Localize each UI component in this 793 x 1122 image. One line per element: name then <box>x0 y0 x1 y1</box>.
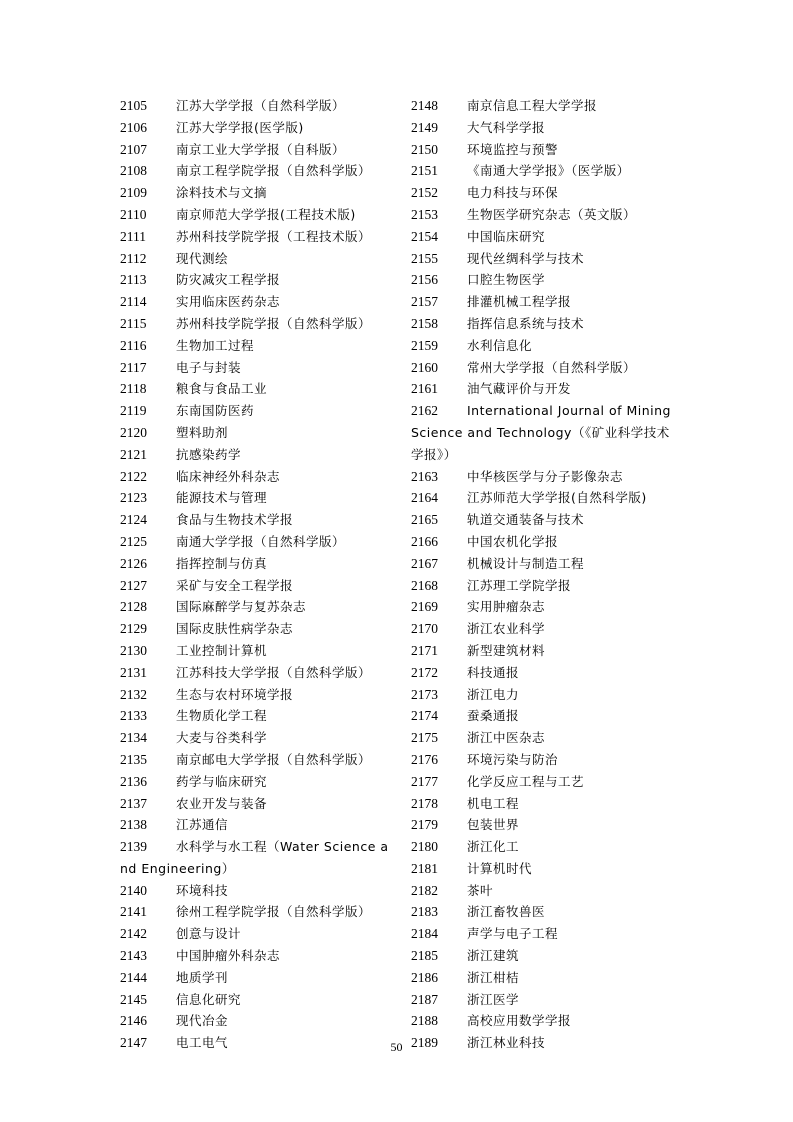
entry-number: 2148 <box>411 98 438 113</box>
journal-title: 徐州工程学院学报（自然科学版） <box>176 904 372 920</box>
journal-entry <box>411 968 681 990</box>
journal-entry <box>411 641 681 663</box>
journal-title: 实用临床医药杂志 <box>176 294 281 310</box>
journal-title: 国际麻醉学与复苏杂志 <box>176 599 307 615</box>
journal-title: 苏州科技学院学报（自然科学版） <box>176 315 372 331</box>
journal-title: 江苏通信 <box>176 817 229 833</box>
journal-title: 创意与设计 <box>176 926 242 942</box>
journal-title: 地质学刊 <box>176 969 229 985</box>
entry-number: 2146 <box>120 1013 147 1029</box>
entry-number: 2176 <box>411 751 438 767</box>
entry-number: 2180 <box>411 839 438 855</box>
journal-title: 生态与农村环境学报 <box>176 686 294 702</box>
entry-number: 2182 <box>411 882 438 898</box>
journal-entry <box>120 314 390 336</box>
journal-title: 药学与临床研究 <box>176 773 268 789</box>
journal-title: 浙江电力 <box>467 686 520 702</box>
entry-number: 2172 <box>411 664 438 680</box>
journal-title: 中国肿瘤外科杂志 <box>176 948 281 964</box>
entry-number: 2125 <box>120 533 147 549</box>
journal-entry <box>120 728 390 750</box>
journal-entry <box>411 685 681 707</box>
entry-number: 2118 <box>120 381 147 397</box>
entry-number: 2123 <box>120 490 147 506</box>
entry-number: 2128 <box>120 599 147 615</box>
journal-entry <box>411 859 681 881</box>
journal-entry <box>411 488 681 510</box>
journal-title: 食品与生物技术学报 <box>176 512 294 528</box>
entry-number: 2142 <box>120 926 147 942</box>
journal-entry <box>411 837 681 859</box>
entry-number: 2131 <box>120 664 147 680</box>
journal-title: 机电工程 <box>467 795 520 811</box>
journal-entry <box>411 881 681 903</box>
journal-title: 中华核医学与分子影像杂志 <box>467 468 624 484</box>
entry-number: 2135 <box>120 751 147 767</box>
journal-title: 农业开发与装备 <box>176 795 268 811</box>
journal-title: 东南国防医药 <box>176 403 255 419</box>
journal-entry <box>411 96 681 118</box>
journal-title: 工业控制计算机 <box>176 642 268 658</box>
entry-number: 2150 <box>411 141 438 157</box>
journal-entry <box>411 706 681 728</box>
journal-entry <box>120 379 390 401</box>
entry-number: 2111 <box>120 228 146 244</box>
journal-entry <box>120 685 390 707</box>
journal-title: 江苏大学学报(医学版) <box>176 119 304 135</box>
entry-number: 2119 <box>120 403 147 419</box>
entry-number: 2181 <box>411 860 438 876</box>
entry-number: 2141 <box>120 904 147 920</box>
journal-title: 中国临床研究 <box>467 228 546 244</box>
journal-entry <box>411 1011 681 1033</box>
journal-entry <box>411 467 681 489</box>
journal-entry <box>411 794 681 816</box>
entry-number: 2108 <box>120 163 147 179</box>
entry-number: 2168 <box>411 577 438 593</box>
journal-title: 新型建筑材料 <box>467 642 546 658</box>
journal-entry <box>411 140 681 162</box>
entry-number: 2169 <box>411 599 438 615</box>
entry-number: 2126 <box>120 555 147 571</box>
entry-number: 2105 <box>120 98 147 113</box>
entry-number: 2139 <box>120 839 147 855</box>
entry-number: 2174 <box>411 708 438 724</box>
journal-title: 实用肿瘤杂志 <box>467 599 546 615</box>
journal-title: 浙江化工 <box>467 839 520 855</box>
journal-entry <box>411 772 681 794</box>
journal-entry <box>411 358 681 380</box>
journal-entry <box>411 532 681 554</box>
entry-number: 2122 <box>120 468 147 484</box>
journal-entry <box>120 227 390 249</box>
entry-number: 2185 <box>411 948 438 964</box>
journal-title: 常州大学学报（自然科学版） <box>467 359 637 375</box>
entry-number: 2179 <box>411 817 438 833</box>
right-column <box>411 96 681 1055</box>
entry-number: 2187 <box>411 991 438 1007</box>
journal-title: 防灾减灾工程学报 <box>176 272 281 288</box>
journal-title: 浙江农业科学 <box>467 621 546 637</box>
journal-title: 临床神经外科杂志 <box>176 468 281 484</box>
entry-number: 2171 <box>411 642 438 658</box>
journal-title: 抗感染药学 <box>176 446 242 462</box>
journal-title: 江苏师范大学学报(自然科学版) <box>467 490 647 506</box>
journal-entry <box>120 532 390 554</box>
journal-entry <box>120 183 390 205</box>
journal-title: 口腔生物医学 <box>467 272 546 288</box>
entry-number: 2164 <box>411 490 438 506</box>
entry-number: 2127 <box>120 577 147 593</box>
journal-entry <box>120 96 390 118</box>
journal-entry <box>411 815 681 837</box>
journal-title: 生物质化学工程 <box>176 708 268 724</box>
entry-number: 2152 <box>411 185 438 201</box>
journal-title: 国际皮肤性病学杂志 <box>176 621 294 637</box>
entry-number: 2144 <box>120 969 147 985</box>
journal-entry <box>411 118 681 140</box>
entry-number: 2124 <box>120 512 147 528</box>
journal-title: 科技通报 <box>467 664 520 680</box>
journal-title: 大麦与谷类科学 <box>176 730 268 746</box>
journal-entry <box>120 968 390 990</box>
journal-entry <box>120 423 390 445</box>
journal-title: 指挥信息系统与技术 <box>467 315 585 331</box>
journal-title: 涂料技术与文摘 <box>176 185 268 201</box>
entry-number: 2161 <box>411 381 438 397</box>
journal-title: 浙江林业科技 <box>467 1035 546 1051</box>
journal-title: 计算机时代 <box>467 860 533 876</box>
entry-number: 2114 <box>120 294 147 310</box>
journal-entry <box>120 641 390 663</box>
journal-entry <box>120 118 390 140</box>
journal-title: 塑料助剂 <box>176 424 229 440</box>
entry-number: 2178 <box>411 795 438 811</box>
journal-entry <box>411 379 681 401</box>
entry-number: 2147 <box>120 1035 147 1051</box>
entry-number: 2149 <box>411 119 438 135</box>
entry-number: 2145 <box>120 991 147 1007</box>
journal-entry <box>411 401 681 466</box>
journal-entry <box>120 401 390 423</box>
journal-title: 水科学与水工程（Water Science and Engineering） <box>120 839 389 876</box>
journal-entry <box>120 706 390 728</box>
entry-number: 2143 <box>120 948 147 964</box>
journal-title: 现代丝绸科学与技术 <box>467 250 585 266</box>
journal-title: 环境科技 <box>176 882 229 898</box>
entry-number: 2129 <box>120 621 147 637</box>
journal-title: 包装世界 <box>467 817 520 833</box>
journal-entry <box>411 902 681 924</box>
journal-entry <box>411 597 681 619</box>
journal-entry <box>120 336 390 358</box>
entry-number: 2154 <box>411 228 438 244</box>
journal-title: 环境监控与预警 <box>467 141 559 157</box>
journal-entry <box>411 205 681 227</box>
journal-title: 浙江中医杂志 <box>467 730 546 746</box>
journal-entry <box>411 249 681 271</box>
entry-number: 2115 <box>120 315 147 331</box>
journal-entry <box>120 619 390 641</box>
entry-number: 2188 <box>411 1013 438 1029</box>
journal-title: 南通大学学报（自然科学版） <box>176 533 346 549</box>
entry-number: 2170 <box>411 621 438 637</box>
journal-entry <box>411 990 681 1012</box>
journal-title: 生物医学研究杂志（英文版） <box>467 206 637 222</box>
entry-number: 2110 <box>120 206 147 222</box>
journal-title: 水利信息化 <box>467 337 533 353</box>
entry-number: 2112 <box>120 250 147 266</box>
entry-number: 2155 <box>411 250 438 266</box>
entry-number: 2159 <box>411 337 438 353</box>
journal-title: 化学反应工程与工艺 <box>467 773 585 789</box>
journal-entry <box>120 750 390 772</box>
entry-number: 2173 <box>411 686 438 702</box>
journal-entry <box>120 924 390 946</box>
entry-number: 2130 <box>120 642 147 658</box>
entry-number: 2140 <box>120 882 147 898</box>
journal-entry <box>411 750 681 772</box>
journal-title: 电子与封装 <box>176 359 242 375</box>
journal-entry <box>120 881 390 903</box>
journal-entry <box>120 902 390 924</box>
journal-entry <box>411 292 681 314</box>
journal-title: 苏州科技学院学报（工程技术版） <box>176 228 372 244</box>
entry-number: 2163 <box>411 468 438 484</box>
journal-title: 江苏大学学报（自然科学版） <box>176 98 346 113</box>
journal-entry <box>120 946 390 968</box>
journal-title: 南京邮电大学学报（自然科学版） <box>176 751 372 767</box>
journal-entry <box>120 292 390 314</box>
entry-number: 2162 <box>411 403 438 419</box>
journal-entry <box>120 270 390 292</box>
entry-number: 2160 <box>411 359 438 375</box>
journal-title: 轨道交通装备与技术 <box>467 512 585 528</box>
journal-entry <box>120 990 390 1012</box>
journal-title: 南京师范大学学报(工程技术版) <box>176 206 356 222</box>
journal-entry <box>120 467 390 489</box>
entry-number: 2175 <box>411 730 438 746</box>
journal-entry <box>120 161 390 183</box>
journal-entry <box>120 140 390 162</box>
journal-entry <box>120 249 390 271</box>
journal-entry <box>120 554 390 576</box>
entry-number: 2106 <box>120 119 147 135</box>
entry-number: 2158 <box>411 315 438 331</box>
journal-entry <box>411 946 681 968</box>
journal-entry <box>411 728 681 750</box>
entry-number: 2107 <box>120 141 147 157</box>
entry-number: 2113 <box>120 272 147 288</box>
journal-entry <box>120 794 390 816</box>
entry-number: 2157 <box>411 294 438 310</box>
journal-title: 浙江医学 <box>467 991 520 1007</box>
journal-entry <box>120 663 390 685</box>
entry-number: 2184 <box>411 926 438 942</box>
journal-title: 采矿与安全工程学报 <box>176 577 294 593</box>
journal-title: 排灌机械工程学报 <box>467 294 572 310</box>
journal-title: 电力科技与环保 <box>467 185 559 201</box>
entry-number: 2183 <box>411 904 438 920</box>
entry-number: 2186 <box>411 969 438 985</box>
journal-title: 粮食与食品工业 <box>176 381 268 397</box>
entry-number: 2109 <box>120 185 147 201</box>
entry-number: 2165 <box>411 512 438 528</box>
page-number: 50 <box>390 1040 403 1054</box>
journal-title: 声学与电子工程 <box>467 926 559 942</box>
journal-entry <box>411 336 681 358</box>
journal-title: 大气科学学报 <box>467 119 546 135</box>
journal-title: International Journal of Mining Science and Technology（《矿业科学技术学报》） <box>411 403 671 462</box>
journal-title: 能源技术与管理 <box>176 490 268 506</box>
journal-entry <box>411 924 681 946</box>
journal-entry <box>411 619 681 641</box>
journal-title: 油气藏评价与开发 <box>467 381 572 397</box>
journal-entry <box>120 597 390 619</box>
journal-title: 南京工业大学学报（自科版） <box>176 141 346 157</box>
journal-entry <box>411 314 681 336</box>
journal-title: 南京工程学院学报（自然科学版） <box>176 163 372 179</box>
journal-title: 生物加工过程 <box>176 337 255 353</box>
journal-entry <box>411 183 681 205</box>
journal-entry <box>120 510 390 532</box>
journal-title: 茶叶 <box>467 882 494 898</box>
journal-title: 中国农机化学报 <box>467 533 559 549</box>
entry-number: 2134 <box>120 730 147 746</box>
journal-entry <box>120 445 390 467</box>
journal-entry <box>120 358 390 380</box>
journal-entry <box>411 270 681 292</box>
journal-entry <box>120 837 390 881</box>
journal-title: 《南通大学学报》（医学版） <box>467 163 630 179</box>
entry-number: 2132 <box>120 686 147 702</box>
journal-title: 现代冶金 <box>176 1013 229 1029</box>
journal-title: 江苏科技大学学报（自然科学版） <box>176 664 372 680</box>
journal-entry <box>120 1011 390 1033</box>
journal-title: 浙江建筑 <box>467 948 520 964</box>
journal-title: 指挥控制与仿真 <box>176 555 268 571</box>
journal-title: 现代测绘 <box>176 250 229 266</box>
journal-title: 南京信息工程大学学报 <box>467 98 598 113</box>
journal-entry <box>411 576 681 598</box>
entry-number: 2151 <box>411 163 438 179</box>
journal-title: 高校应用数学学报 <box>467 1013 572 1029</box>
journal-entry <box>120 488 390 510</box>
journal-title: 环境污染与防治 <box>467 751 559 767</box>
entry-number: 2177 <box>411 773 438 789</box>
entry-number: 2167 <box>411 555 438 571</box>
journal-entry <box>411 227 681 249</box>
journal-entry <box>411 510 681 532</box>
journal-title: 浙江柑桔 <box>467 969 520 985</box>
journal-entry <box>120 205 390 227</box>
entry-number: 2121 <box>120 446 147 462</box>
entry-number: 2138 <box>120 817 147 833</box>
journal-entry <box>120 772 390 794</box>
entry-number: 2116 <box>120 337 147 353</box>
journal-title: 浙江畜牧兽医 <box>467 904 546 920</box>
journal-entry <box>120 576 390 598</box>
journal-entry <box>120 815 390 837</box>
journal-title: 电工电气 <box>176 1035 229 1051</box>
entry-number: 2117 <box>120 359 147 375</box>
entry-number: 2120 <box>120 424 147 440</box>
entry-number: 2153 <box>411 206 438 222</box>
journal-title: 信息化研究 <box>176 991 242 1007</box>
journal-entry <box>411 161 681 183</box>
entry-number: 2166 <box>411 533 438 549</box>
journal-title: 蚕桑通报 <box>467 708 520 724</box>
journal-title: 江苏理工学院学报 <box>467 577 572 593</box>
entry-number: 2137 <box>120 795 147 811</box>
left-column <box>120 96 390 1055</box>
entry-number: 2133 <box>120 708 147 724</box>
entry-number: 2189 <box>411 1035 438 1051</box>
entry-number: 2136 <box>120 773 147 789</box>
journal-entry <box>411 554 681 576</box>
journal-entry <box>411 663 681 685</box>
entry-number: 2156 <box>411 272 438 288</box>
journal-title: 机械设计与制造工程 <box>467 555 585 571</box>
